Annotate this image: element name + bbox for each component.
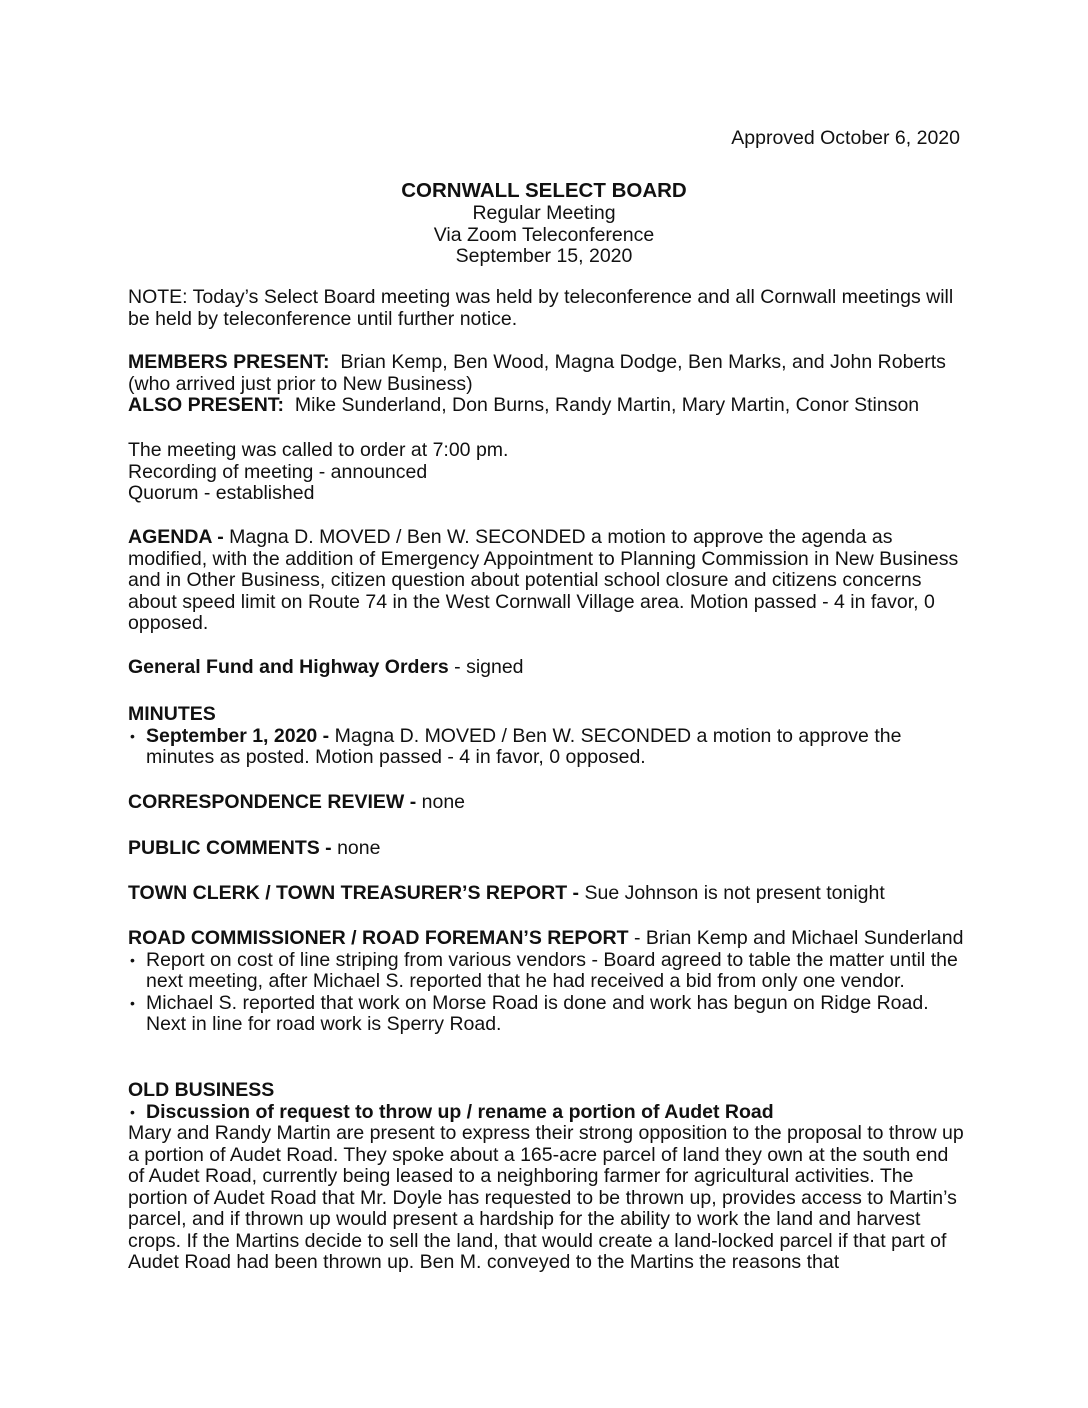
orders-label: General Fund and Highway Orders: [128, 656, 449, 678]
public-comments-line: [128, 838, 964, 860]
public-comments-text: none: [337, 837, 381, 859]
road-report-label: ROAD COMMISSIONER / ROAD FOREMAN’S REPORT: [128, 927, 629, 949]
members-present: [128, 352, 964, 395]
call-to-order: The meeting was called to order at 7:00 pm.: [128, 439, 509, 461]
list-item: • Michael S. reported that work on Morse Road is done and work has begun on Ridge Road. Next in line for road work is Sperry Road.: [128, 993, 964, 1036]
old-business-heading: [128, 1080, 964, 1102]
agenda-text: Magna D. MOVED / Ben W. SECONDED a motion to approve the agenda as modified, with the addition of Emergency Appointment to Planning Commission in New Business and in Other Business, citizen question about potential school closure and citizens concerns about speed limit on Route 74 in the West Cornwall Village area. Motion passed - 4 in favor, 0 opposed.: [128, 526, 959, 634]
list-item: [128, 1102, 964, 1124]
quorum-status: Quorum - established: [128, 482, 315, 504]
minutes-heading: [128, 704, 964, 726]
list-item: [128, 726, 964, 769]
public-comments-label: PUBLIC COMMENTS -: [128, 837, 332, 859]
orders-text: - signed: [448, 656, 524, 678]
old-business-item-title: Discussion of request to throw up / rename a portion of Audet Road: [146, 1100, 774, 1123]
approval-date: Approved October 6, 2020: [731, 127, 960, 149]
correspondence-text: none: [421, 791, 466, 813]
agenda-label: AGENDA -: [128, 526, 224, 548]
also-present-label: ALSO PRESENT:: [128, 394, 285, 416]
meeting-date: September 15, 2020: [455, 245, 633, 267]
meeting-type: Regular Meeting: [472, 202, 616, 224]
note-paragraph: NOTE: Today’s Select Board meeting was held by teleconference and all Cornwall meetings will be held by teleconference until further notice.: [128, 286, 954, 330]
minutes-item-label: September 1, 2020 -: [146, 724, 330, 747]
road-report-section: [128, 928, 964, 1036]
correspondence-label: CORRESPONDENCE REVIEW -: [128, 791, 417, 813]
old-business-list: [128, 1102, 964, 1124]
old-business-section: [128, 1080, 964, 1274]
road-report-heading: [128, 928, 964, 950]
members-present-label: MEMBERS PRESENT:: [128, 351, 330, 373]
members-present-text: Brian Kemp, Ben Wood, Magna Dodge, Ben Marks, and John Roberts (who arrived just prior to New Business): [128, 351, 946, 395]
minutes-section: [128, 704, 964, 769]
old-business-paragraph: Mary and Randy Martin are present to express their strong opposition to the proposal to throw up a portion of Audet Road. They spoke about a 165-acre parcel of land they own at the south end of Audet Road, currently being leased to a neighboring farmer for agricultural activities. The portion of Audet Road that Mr. Doyle has requested to be thrown up, provides access to Martin’s parcel, and if thrown up would present a hardship for the ability to work the land and harvest crops. If the Martins decide to sell the land, that would create a land-locked parcel if that part of Audet Road had been thrown up. Ben M. conveyed to the Martins the reasons that: [128, 1122, 964, 1273]
agenda-paragraph: [128, 527, 964, 635]
document-header: [0, 180, 1088, 268]
road-report-list: [128, 950, 964, 1036]
minutes-item-text: Magna D. MOVED / Ben W. SECONDED a motion to approve the minutes as posted. Motion passed - 4 in favor, 0 opposed.: [146, 724, 902, 768]
attendance-section: [128, 352, 964, 417]
meeting-venue: Via Zoom Teleconference: [433, 223, 655, 246]
clerk-report-line: [128, 883, 964, 905]
minutes-heading-text: MINUTES: [128, 703, 216, 725]
old-business-heading-text: OLD BUSINESS: [128, 1079, 275, 1101]
clerk-report-label: TOWN CLERK / TOWN TREASURER’S REPORT -: [128, 882, 580, 904]
clerk-report-text: Sue Johnson is not present tonight: [584, 882, 885, 904]
list-item: • Report on cost of line striping from various vendors - Board agreed to table the matter until the next meeting, after Michael S. reported that he had received a bid from only one vendor.: [128, 950, 964, 993]
opening-section: [128, 440, 964, 505]
recording-status: Recording of meeting - announced: [128, 460, 428, 483]
orders-line: [128, 657, 964, 679]
minutes-list: [128, 726, 964, 769]
also-present: [128, 395, 964, 417]
also-present-text: Mike Sunderland, Don Burns, Randy Martin, Mary Martin, Conor Stinson: [294, 394, 920, 416]
road-report-text: - Brian Kemp and Michael Sunderland: [628, 927, 964, 949]
correspondence-line: [128, 792, 964, 814]
board-title: CORNWALL SELECT BOARD: [401, 179, 687, 202]
